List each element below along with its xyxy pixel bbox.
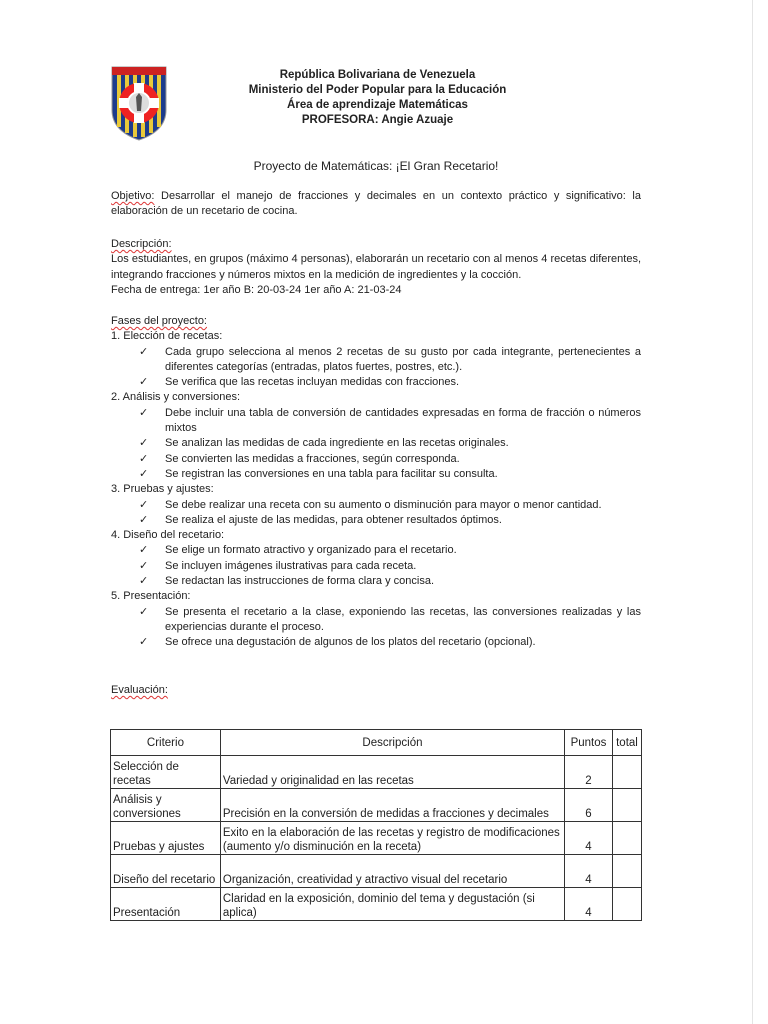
objective-text: Desarrollar el manejo de fracciones y decimales en un contexto práctico y significativo: la elaboración de un recetario de cocina. [111, 190, 641, 218]
evaluation-label [111, 683, 641, 698]
bullet-text: Se debe realizar una receta con su aumento o disminución para mayor o menor cantidad. [165, 498, 602, 511]
description-text: Los estudiantes, en grupos (máximo 4 personas), elaborarán un recetario con al menos 4 recetas diferentes, integrando fracciones y números mixtos en la medición de ingredientes y la cocción. [111, 253, 641, 281]
checkmark-icon: ✓ [139, 498, 149, 511]
cell-total [612, 756, 641, 789]
phase-bullet [139, 498, 641, 513]
evaluation-label-text: Evaluación: [111, 684, 168, 696]
col-descripcion: Descripción [220, 730, 564, 756]
cell-total [612, 822, 641, 855]
project-title: Proyecto de Matemáticas: ¡El Gran Recetario! [253, 159, 499, 173]
cell-criterio: Análisis y conversiones [111, 789, 221, 822]
page-edge [752, 0, 753, 1024]
header-line: República Bolivariana de Venezuela [279, 69, 476, 81]
cell-descripcion: Claridad en la exposición, dominio del tema y degustación (si aplica) [220, 888, 564, 921]
checkmark-icon: ✓ [139, 345, 149, 358]
phase-bullet [139, 345, 641, 376]
bullet-text: Se redactan las instrucciones de forma clara y concisa. [165, 575, 435, 588]
table-row [111, 855, 642, 888]
cell-criterio: Presentación [111, 888, 221, 921]
phases-section [111, 314, 641, 651]
cell-puntos: 4 [565, 855, 613, 888]
bullet-text: Se analizan las medidas de cada ingrediente en las recetas originales. [165, 437, 509, 450]
description-section [111, 237, 641, 298]
checkmark-icon: ✓ [139, 605, 149, 618]
bullet-text: Se incluyen imágenes ilustrativas para cada receta. [165, 559, 417, 572]
phase-title: 5. Presentación: [111, 590, 191, 603]
bullet-text: Cada grupo selecciona al menos 2 recetas de su gusto por cada integrante, pertenecientes a diferentes categorías (entradas, platos fuertes, postres, etc.). [165, 345, 641, 373]
cell-descripcion: Variedad y originalidad en las recetas [220, 756, 564, 789]
checkmark-icon: ✓ [139, 544, 149, 557]
phase-bullet [139, 406, 641, 437]
school-shield-logo [110, 65, 168, 141]
table-row [111, 756, 642, 789]
phase-bullet [139, 559, 641, 574]
phase-title: 4. Diseño del recetario: [111, 529, 225, 542]
header-line: Ministerio del Poder Popular para la Educación [248, 84, 507, 96]
cell-puntos: 2 [565, 756, 613, 789]
header-line: PROFESORA: Angie Azuaje [301, 114, 454, 126]
col-criterio: Criterio [111, 730, 221, 756]
cell-criterio: Pruebas y ajustes [111, 822, 221, 855]
document-header [200, 68, 555, 128]
phase-bullet [139, 436, 641, 451]
checkmark-icon: ✓ [139, 636, 149, 649]
col-puntos: Puntos [565, 730, 613, 756]
cell-total [612, 855, 641, 888]
bullet-text: Debe incluir una tabla de conversión de cantidades expresadas en forma de fracción o números mixtos [165, 406, 641, 435]
col-total: total [612, 730, 641, 756]
bullet-text: Se presenta el recetario a la clase, exponiendo las recetas, las conversiones realizadas y las experiencias durante el proceso. [165, 605, 641, 633]
checkmark-icon: ✓ [139, 559, 149, 572]
bullet-text: Se convierten las medidas a fracciones, según corresponda. [165, 452, 460, 465]
checkmark-icon: ✓ [139, 513, 149, 526]
bullet-text: Se ofrece una degustación de algunos de los platos del recetario (opcional). [165, 636, 536, 649]
header-line: Área de aprendizaje Matemáticas [287, 99, 468, 111]
cell-criterio: Selección de recetas [111, 756, 221, 789]
cell-descripcion: Precisión en la conversión de medidas a fracciones y decimales [220, 789, 564, 822]
checkmark-icon: ✓ [139, 575, 149, 588]
phase-title: 2. Análisis y conversiones: [111, 391, 241, 404]
checkmark-icon: ✓ [139, 452, 149, 465]
bullet-text: Se verifica que las recetas incluyan medidas con fracciones. [165, 376, 460, 389]
phase-bullet [139, 605, 641, 636]
phases-label: Fases del proyecto: [111, 315, 207, 327]
evaluation-table [110, 729, 642, 921]
phase-bullet [139, 452, 641, 467]
cell-descripcion: Organización, creatividad y atractivo visual del recetario [220, 855, 564, 888]
objective-section [111, 189, 641, 220]
phase-bullet [139, 543, 641, 558]
table-row [111, 888, 642, 921]
bullet-text: Se registran las conversiones en una tabla para facilitar su consulta. [165, 467, 498, 480]
cell-puntos: 4 [565, 888, 613, 921]
cell-total [612, 789, 641, 822]
cell-criterio: Diseño del recetario [111, 855, 221, 888]
bullet-text: Se elige un formato atractivo y organizado para el recetario. [165, 544, 457, 557]
checkmark-icon: ✓ [139, 376, 149, 389]
due-date: Fecha de entrega: 1er año B: 20-03-24 1er año A: 21-03-24 [111, 283, 402, 296]
phase-bullet [139, 635, 641, 650]
checkmark-icon: ✓ [139, 406, 149, 419]
description-label: Descripción: [111, 238, 172, 250]
checkmark-icon: ✓ [139, 467, 149, 480]
cell-descripcion: Exito en la elaboración de las recetas y registro de modificaciones (aumento y/o disminución en la receta) [220, 822, 564, 855]
phase-bullet [139, 513, 641, 528]
phase-bullet [139, 574, 641, 589]
cell-puntos: 4 [565, 822, 613, 855]
cell-puntos: 6 [565, 789, 613, 822]
phase-bullet [139, 467, 641, 482]
phase-title: 1. Elección de recetas: [111, 330, 223, 343]
bullet-text: Se realiza el ajuste de las medidas, para obtener resultados óptimos. [165, 513, 502, 526]
cell-total [612, 888, 641, 921]
checkmark-icon: ✓ [139, 437, 149, 450]
phase-title: 3. Pruebas y ajustes: [111, 483, 214, 496]
table-row [111, 822, 642, 855]
phase-bullet [139, 375, 641, 390]
table-row [111, 789, 642, 822]
objective-label: Objetivo: [111, 190, 155, 202]
